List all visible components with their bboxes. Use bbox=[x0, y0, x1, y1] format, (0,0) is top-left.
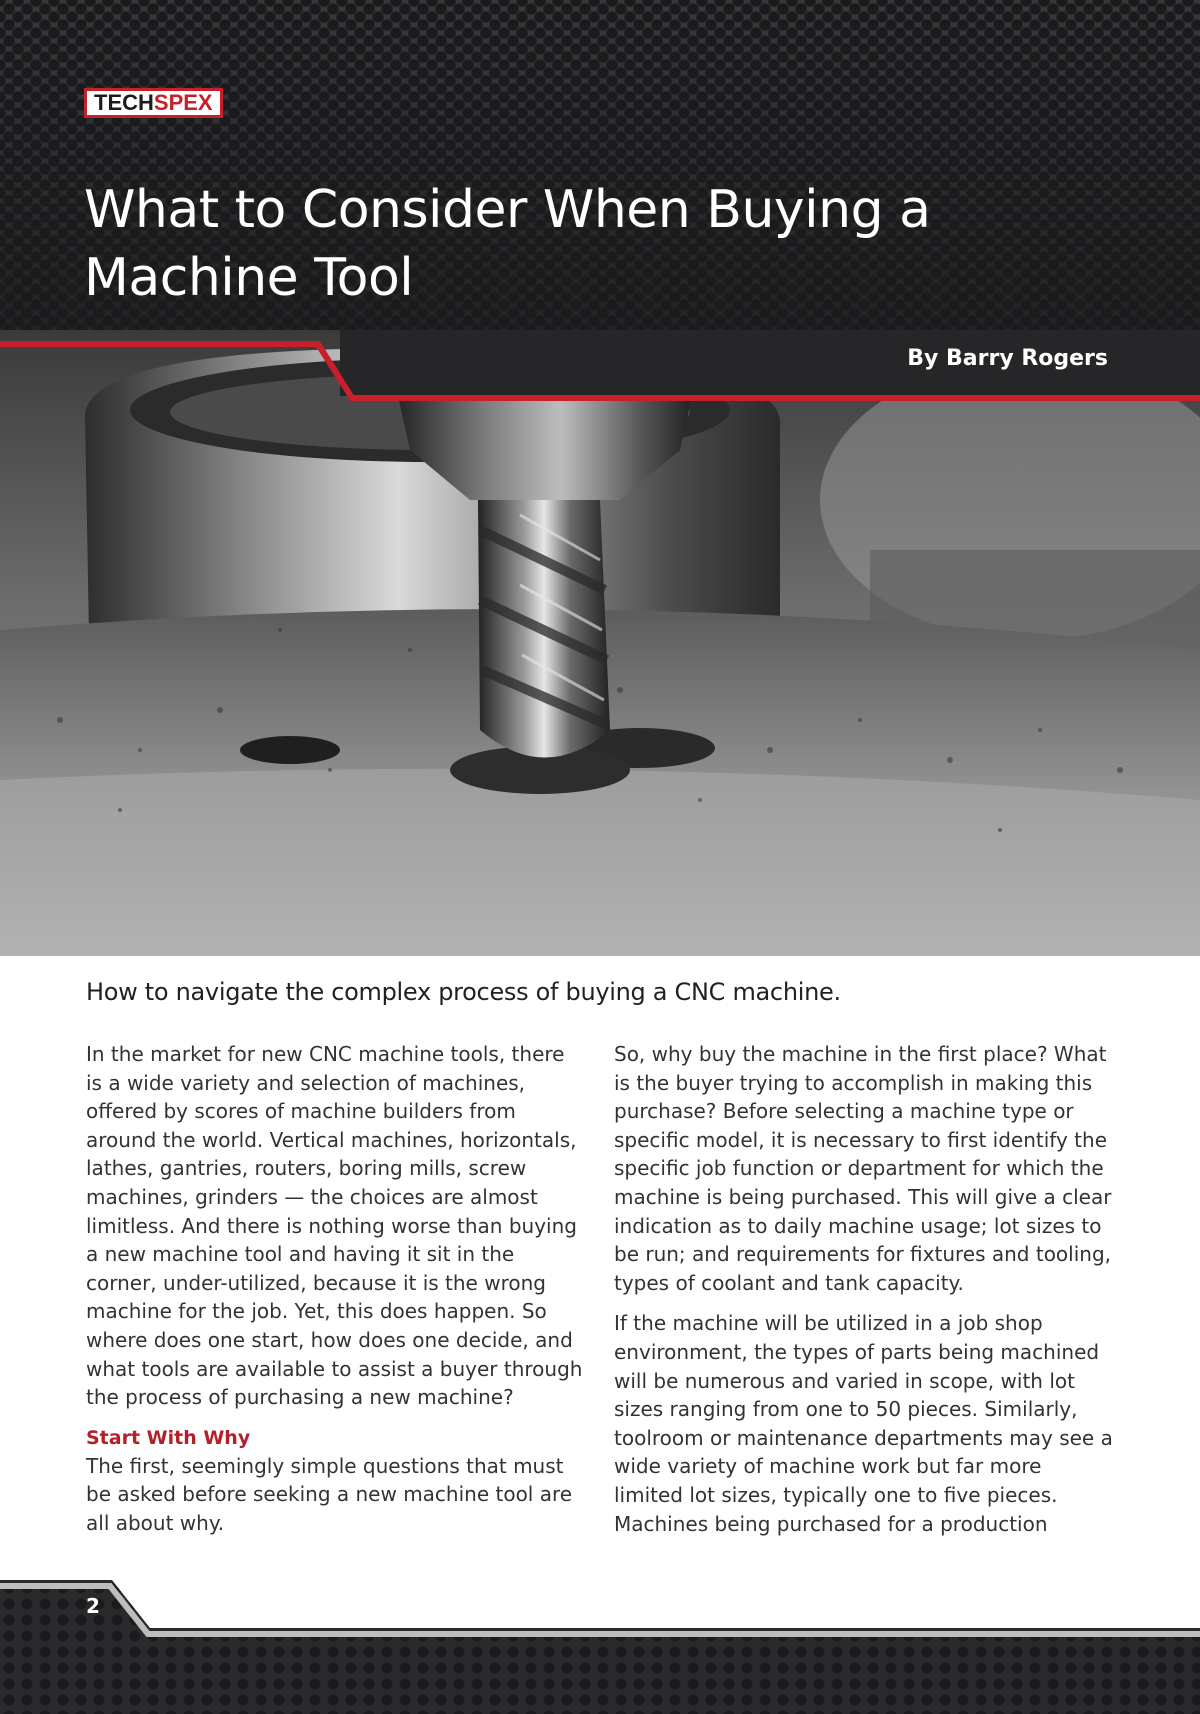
article-subtitle: How to navigate the complex process of buying a CNC machine. bbox=[86, 978, 841, 1006]
right-column bbox=[614, 1040, 1114, 1550]
end-mill-photo-icon bbox=[0, 330, 1200, 956]
footer-banner bbox=[0, 1580, 1200, 1714]
article-title: What to Consider When Buying a Machine Tool bbox=[84, 180, 931, 308]
paragraph: In the market for new CNC machine tools, there is a wide variety and selection of machines, offered by scores of machine builders from around the world. Vertical machines, horizontals, lathes, gantries, routers, boring mills, screw machines, grinders — the choices are almost limitless. And there is nothing worse than buying a new machine tool and having it sit in the corner, under-utilized, because it is the wrong machine for the job. Yet, this does happen. So where does one start, how does one decide, and what tools are available to assist a buyer through the process of purchasing a new machine? bbox=[86, 1042, 583, 1410]
paragraph: If the machine will be utilized in a job shop environment, the types of parts being machined will be numerous and varied in scope, with lot sizes ranging from one to 50 pieces. Similarly, toolroom or maintenance departments may see a wide variety of machine work but far more limited lot sizes, typically one to five pieces. Machines being purchased for a production bbox=[614, 1311, 1113, 1536]
section-heading: Start With Why bbox=[86, 1426, 251, 1449]
article-byline: By Barry Rogers bbox=[907, 346, 1108, 371]
page-number: 2 bbox=[86, 1594, 100, 1618]
paragraph: The first, seemingly simple questions that must be asked before seeking a new machine tool are all about why. bbox=[86, 1453, 573, 1535]
paragraph: So, why buy the machine in the first place? What is the buyer trying to accomplish in making this purchase? Before selecting a machine type or specific model, it is necessary to first identify the specific job function or department for which the machine is being purchased. This will give a clear indication as to daily machine usage; lot sizes to be run; and requirements for fixtures and tooling, types of coolant and tank capacity. bbox=[614, 1042, 1112, 1295]
techspex-logo[interactable]: TECH SPEX bbox=[84, 88, 223, 118]
left-column bbox=[86, 1040, 586, 1550]
hero-image bbox=[0, 330, 1200, 956]
